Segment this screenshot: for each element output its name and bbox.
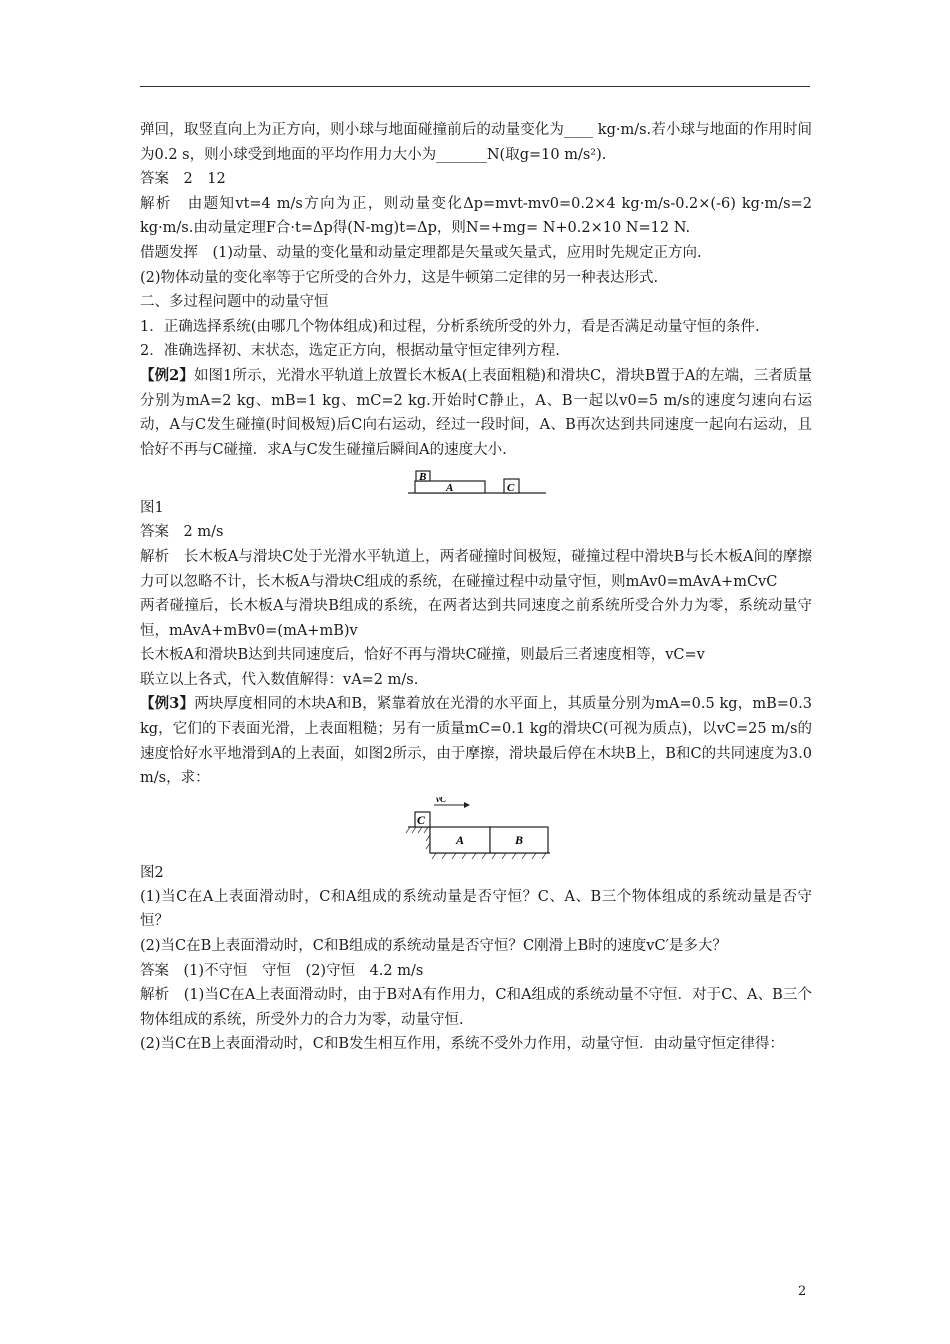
answer-1: 答案 2 12 [140,171,226,188]
label-a: A [446,482,454,495]
page-number: 2 [798,1284,807,1299]
question-1: (1)当C在A上表面滑动时，C和A组成的系统动量是否守恒？C、A、B三个物体组成的系统动量是否守恒？ [140,888,812,930]
analysis-1: 解析 由题知vt=4 m/s方向为正，则动量变化Δp=mvt-mv0=0.2×4 kg·m/s-0.2×(-6) kg·m/s=2 kg·m/s.由动量定理F合·t=Δp得(N-mg)t=Δp，则N=+mg= N+0.2×10 N=12 N. [140,195,812,237]
tip-1: 借题发挥 (1)动量、动量的变化量和动量定理都是矢量或矢量式，应用时先规定正方向. [140,244,702,261]
analysis-2d: 联立以上各式，代入数值解得：vA=2 m/s. [140,671,419,688]
figure-2 [140,797,812,859]
analysis-3b: (2)当C在B上表面滑动时，C和B发生相互作用，系统不受外力作用，动量守恒．由动量守恒定律得： [140,1036,785,1053]
question-2: (2)当C在B上表面滑动时，C和B组成的系统动量是否守恒？C刚滑上B时的速度vC′是多大？ [140,938,727,955]
figure-1-caption: 图1 [140,500,164,517]
analysis-3a: 解析 (1)当C在A上表面滑动时，由于B对A有作用力，C和A组成的系统动量不守恒．对于C、A、B三个物体组成的系统，所受外力的合力为零，动量守恒. [140,987,812,1028]
figure-1 [140,466,812,496]
figure-1-diagram [140,466,812,496]
example-2 [140,364,812,462]
label-b: B [419,471,427,484]
figure-2-diagram [140,797,812,859]
header-rule [140,86,810,87]
answer-3: 答案 (1)不守恒 守恒 (2)守恒 4.2 m/s [140,962,424,979]
list-item-2: 2．准确选择初、末状态，选定正方向，根据动量守恒定律列方程. [140,343,560,360]
velocity-arrow-head [464,802,470,808]
analysis-2a: 解析 长木板A与滑块C处于光滑水平轨道上，两者碰撞时间极短，碰撞过程中滑块B与长木板A间的摩擦力可以忽略不计，长木板A与滑块C组成的系统，在碰撞过程中动量守恒，则mAv0=mAvA+mCvC [140,548,812,590]
tip-2: (2)物体动量的变化率等于它所受的合外力，这是牛顿第二定律的另一种表达形式. [140,269,659,286]
label-b: B [515,832,524,847]
label-a: A [456,832,465,847]
example-2-tag: 【例2】 [140,366,194,384]
figure-2-caption: 图2 [140,864,164,881]
label-c: C [507,482,515,495]
label-vc: vC [436,796,446,804]
page-content [140,118,812,1057]
paragraph-continuation: 弹回，取竖直向上为正方向，则小球与地面碰撞前后的动量变化为____ kg·m/s.若小球与地面的作用时间为0.2 s，则小球受到地面的平均作用力大小为_______N(取g=10 m/s²). [140,122,812,163]
example-3-tag: 【例3】 [140,695,195,713]
example-3 [140,692,812,790]
section-heading: 二、多过程问题中的动量守恒 [140,294,329,311]
list-item-1: 1．正确选择系统(由哪几个物体组成)和过程，分析系统所受的外力，看是否满足动量守恒的条件. [140,318,760,335]
analysis-2b: 两者碰撞后，长木板A与滑块B组成的系统，在两者达到共同速度之前系统所受合外力为零，系统动量守恒，mAvA+mBv0=(mA+mB)v [140,598,812,639]
example-2-text: 如图1所示，光滑水平轨道上放置长木板A(上表面粗糙)和滑块C，滑块B置于A的左端，三者质量分别为mA=2 kg、mB=1 kg、mC=2 kg.开始时C静止，A、B一起以v0=5 m/s的速度匀速向右运动，A与C发生碰撞(时间极短)后C向右运动，经过一段时间，A、B再次达到共同速度一起向右运动，且恰好不再与C碰撞．求A与C发生碰撞后瞬间A的速度大小. [140,367,812,458]
label-c: C [417,812,426,827]
analysis-2c: 长木板A和滑块B达到共同速度后，恰好不再与滑块C碰撞，则最后三者速度相等，vC=v [140,647,705,664]
answer-2: 答案 2 m/s [140,524,224,541]
example-3-text: 两块厚度相同的木块A和B，紧靠着放在光滑的水平面上，其质量分别为mA=0.5 kg，mB=0.3 kg，它们的下表面光滑，上表面粗糙；另有一质量mC=0.1 kg的滑块C(可视为质点)，以vC=25 m/s的速度恰好水平地滑到A的上表面，如图2所示，由于摩擦，滑块最后停在木块B上，B和C的共同速度为3.0 m/s，求： [140,696,812,787]
